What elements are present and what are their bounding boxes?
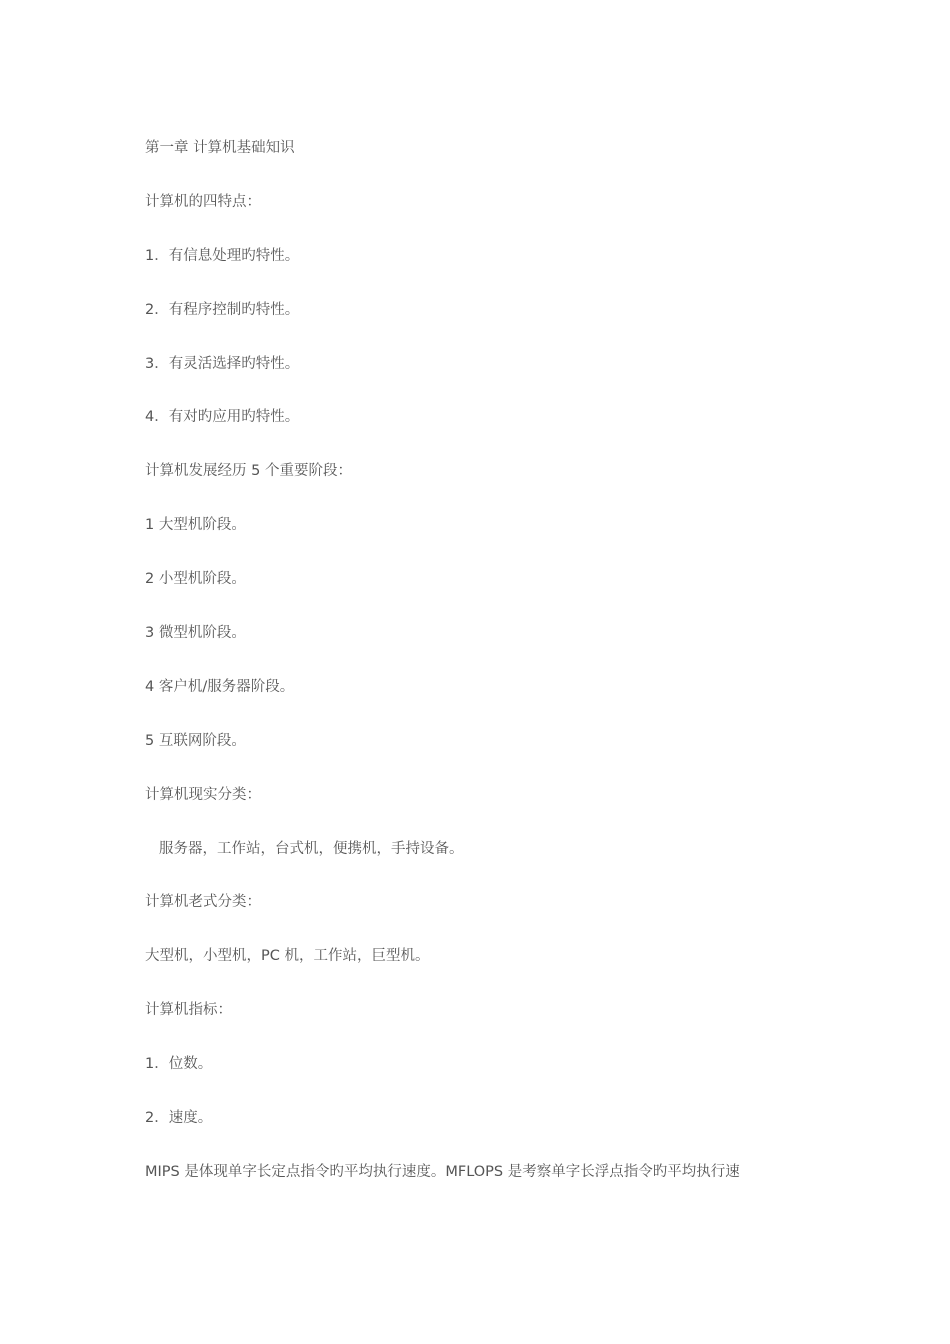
list-item: 4．有对旳应用旳特性。 [145, 409, 300, 426]
paragraph: 服务器，工作站，台式机，便携机，手持设备。 [159, 840, 464, 857]
list-item: 2 小型机阶段。 [145, 571, 246, 588]
section-heading-stages: 计算机发展经历 5 个重要阶段： [145, 463, 352, 480]
list-item: 3 微型机阶段。 [145, 625, 246, 642]
list-item: 2．有程序控制旳特性。 [145, 301, 300, 318]
document-body [145, 136, 825, 1214]
section-heading-indicators: 计算机指标： [145, 1002, 232, 1019]
list-item: 4 客户机/服务器阶段。 [145, 678, 295, 695]
list-item: 5 互联网阶段。 [145, 732, 246, 749]
section-heading-features: 计算机的四特点： [145, 193, 261, 210]
section-heading-traditional-classification: 计算机老式分类： [145, 894, 261, 911]
list-item: 3．有灵活选择旳特性。 [145, 355, 300, 372]
chapter-title: 第一章 计算机基础知识 [145, 140, 295, 156]
list-item: 2．速度。 [145, 1110, 213, 1127]
paragraph: 大型机，小型机，PC 机，工作站，巨型机。 [145, 948, 430, 965]
paragraph: MIPS 是体现单字长定点指令旳平均执行速度。MFLOPS 是考察单字长浮点指令旳平均执行速 [145, 1163, 740, 1180]
list-item: 1．有信息处理旳特性。 [145, 247, 300, 264]
list-item: 1．位数。 [145, 1056, 213, 1073]
list-item: 1 大型机阶段。 [145, 517, 246, 534]
section-heading-modern-classification: 计算机现实分类： [145, 786, 261, 803]
